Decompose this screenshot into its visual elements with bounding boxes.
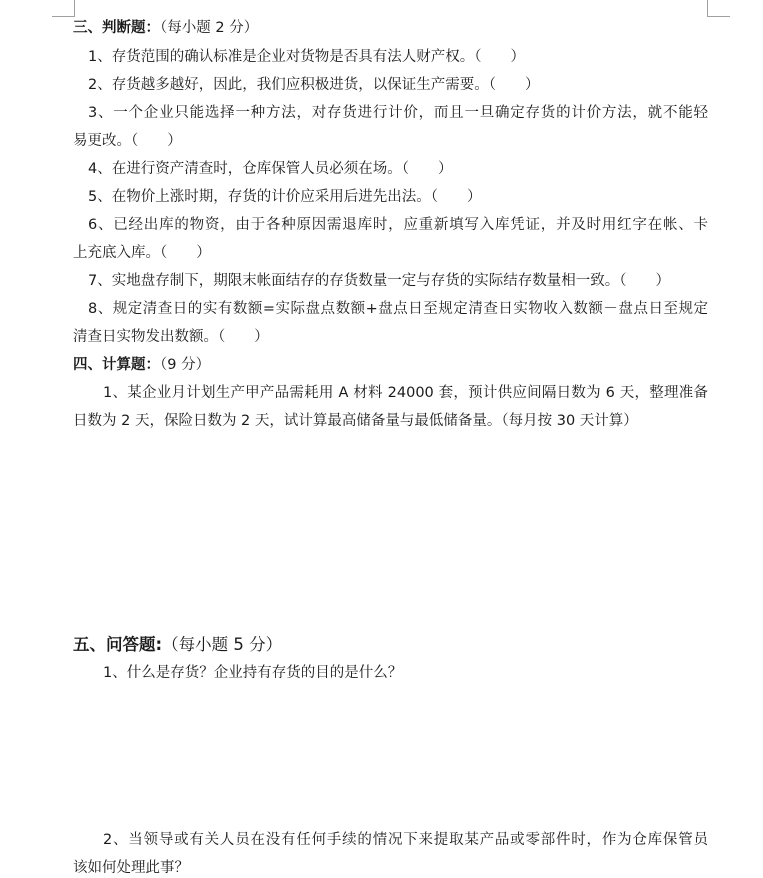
judgment-question-4: 4、在进行资产清查时，仓库保管人员必须在场。（ ） bbox=[88, 161, 453, 177]
judgment-question-5: 5、在物价上涨时期，存货的计价应采用后进先出法。（ ） bbox=[88, 189, 482, 205]
section-4-heading bbox=[73, 355, 210, 375]
calculation-question-line-2: 日数为 2 天，保险日数为 2 天，试计算最高储备量与最低储备量。（每月按 30 天计算） bbox=[73, 413, 638, 429]
judgment-question-6-line-2: 上充底入库。（ ） bbox=[73, 245, 211, 261]
section-4-score-note: （9 分） bbox=[160, 357, 211, 373]
judgment-question-3-line-2: 易更改。（ ） bbox=[73, 133, 182, 149]
judgment-question-1: 1、存货范围的确认标准是企业对货物是否具有法人财产权。（ ） bbox=[88, 49, 525, 65]
judgment-question-2: 2、存货越多越好，因此，我们应积极进货，以保证生产需要。（ ） bbox=[88, 77, 540, 93]
judgment-question-7: 7、实地盘存制下，期限末帐面结存的存货数量一定与存货的实际结存数量相一致。（ ） bbox=[88, 273, 670, 289]
section-5-score-note: （每小题 5 分） bbox=[162, 635, 283, 654]
judgment-question-8-line-1: 8、规定清查日的实有数额=实际盘点数额+盘点日至规定清查日实物收入数额－盘点日至规定 bbox=[88, 301, 708, 317]
page-corner-mark-right bbox=[707, 0, 730, 17]
judgment-question-8-line-2: 清查日实物发出数额。（ ） bbox=[73, 329, 269, 345]
page-corner-mark-left bbox=[52, 0, 75, 17]
section-3-heading bbox=[73, 18, 258, 38]
judgment-question-3-line-1: 3、一个企业只能选择一种方法，对存货进行计价，而且一旦确定存货的计价方法，就不能轻 bbox=[88, 105, 708, 121]
calculation-question-line-1: 1、某企业月计划生产甲产品需耗用 A 材料 24000 套，预计供应间隔日数为 6 天，整理准备 bbox=[103, 385, 708, 401]
essay-question-1: 1、什么是存货？企业持有存货的目的是什么？ bbox=[103, 665, 403, 681]
judgment-question-6-line-1: 6、已经出库的物资，由于各种原因需退库时，应重新填写入库凭证，并及时用红字在帐、卡 bbox=[88, 217, 708, 233]
section-5-title: 五、问答题: bbox=[73, 635, 163, 654]
section-3-score-note: （每小题 2 分） bbox=[160, 20, 259, 36]
essay-question-2-line-2: 该如何处理此事？ bbox=[73, 860, 189, 876]
section-4-title: 四、计算题： bbox=[73, 357, 160, 373]
section-5-heading bbox=[73, 634, 282, 656]
section-3-title: 三、判断题： bbox=[73, 20, 160, 36]
essay-question-2-line-1: 2、当领导或有关人员在没有任何手续的情况下来提取某产品或零部件时，作为仓库保管员 bbox=[103, 832, 708, 848]
